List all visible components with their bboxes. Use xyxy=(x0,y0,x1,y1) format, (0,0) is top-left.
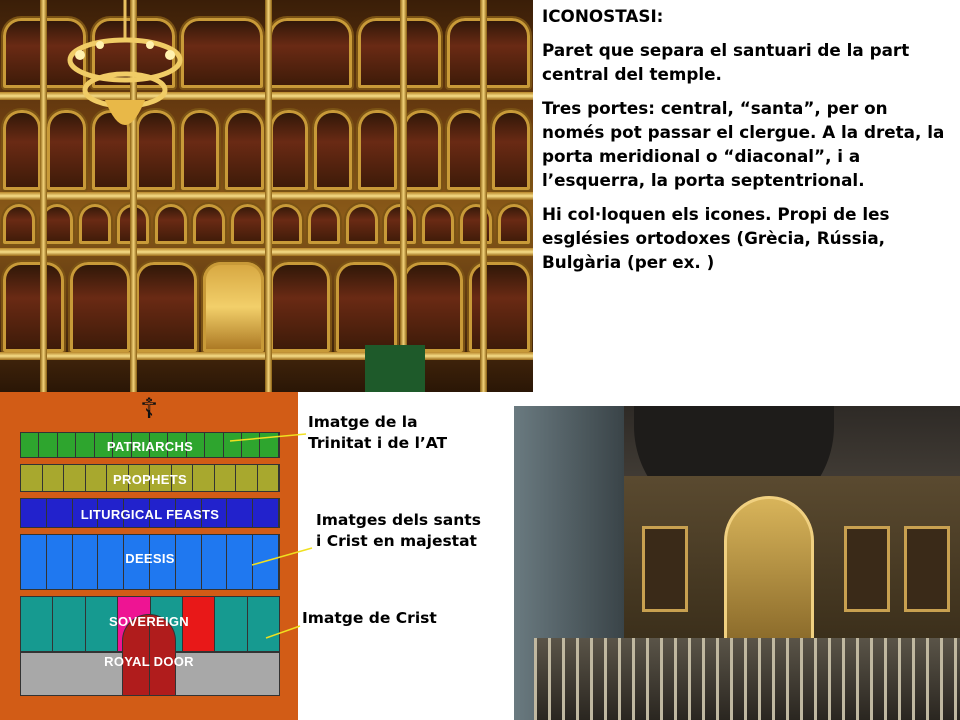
description-text xyxy=(542,4,954,284)
gilded-column xyxy=(480,0,487,392)
row-liturgical-feasts xyxy=(20,498,280,528)
iconostasis-diagram xyxy=(0,392,298,720)
sovereign-icon-right xyxy=(183,597,215,651)
chapel-icon-frame xyxy=(642,526,688,612)
iconostasis-photo-gilded xyxy=(0,0,533,392)
annotation-trinity: Imatge de la Trinitat i de l’AT xyxy=(308,413,448,452)
lectern xyxy=(365,345,425,392)
label-sovereign-overlay: SOVEREIGN xyxy=(109,614,189,629)
chapel-railing xyxy=(534,638,960,720)
row-prophets xyxy=(20,464,280,492)
gilded-column xyxy=(400,0,407,392)
paragraph-doors: Tres portes: central, “santa”, per on només pot passar el clergue. A la dreta, la porta meridional o “diaconal”, i a l’esquerra, la porta septentrional. xyxy=(542,98,945,190)
orthodox-cross-icon: ☦ xyxy=(139,392,159,425)
label-deesis: DEESIS xyxy=(125,551,175,566)
annotation-saints: Imatges dels sants i Crist en majestat xyxy=(316,511,481,550)
chandelier-icon xyxy=(60,0,190,150)
paragraph-definition: Paret que separa el santuari de la part central del temple. xyxy=(542,40,910,84)
chapel-icon-frame xyxy=(844,526,890,612)
chapel-royal-door xyxy=(724,496,814,646)
row-patriarchs xyxy=(20,432,280,458)
label-royal-door-overlay: ROYAL DOOR xyxy=(104,654,194,669)
row-deesis xyxy=(20,534,280,590)
royal-door xyxy=(122,614,176,696)
gilded-column xyxy=(40,0,47,392)
chapel-iconostasis xyxy=(624,476,960,646)
heading-iconostasi: ICONOSTASI: xyxy=(542,6,664,26)
label-patriarchs: PATRIARCHS xyxy=(106,439,194,454)
chapel-icon-frame xyxy=(904,526,950,612)
paragraph-icons: Hi col·loquen els icones. Propi de les esglésies ortodoxes (Grècia, Rússia, Bulgària (per ex. ) xyxy=(542,204,890,272)
gilded-column xyxy=(265,0,272,392)
annotation-christ: Imatge de Crist xyxy=(302,609,437,627)
label-prophets: PROPHETS xyxy=(113,472,187,487)
iconostasis-photo-chapel xyxy=(514,406,960,720)
label-liturgical-feasts: LITURGICAL FEASTS xyxy=(80,507,220,522)
